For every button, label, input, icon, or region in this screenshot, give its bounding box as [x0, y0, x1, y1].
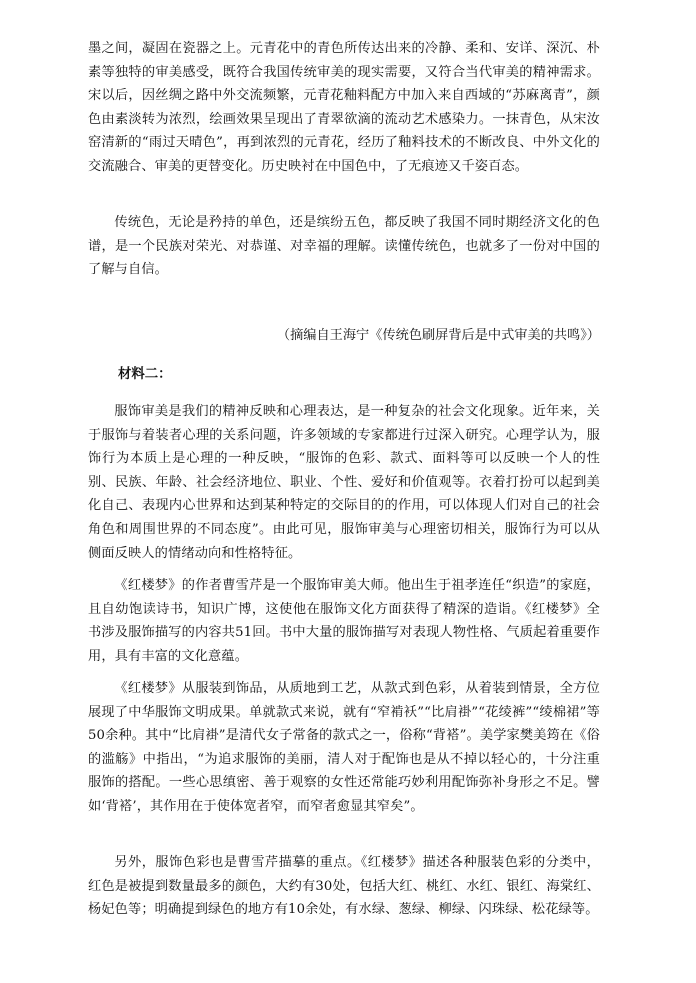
paragraph-material-one-continued: 墨之间，凝固在瓷器之上。元青花中的青色所传达出来的冷静、柔和、安详、深沉、朴素等独特的审美感受，既符合我国传统审美的现实需要，又符合当代审美的精神需求。宋以后，因丝绸之路中外交流频繁，元青花釉料配方中加入来自西域的“苏麻离青”，颜色由素淡转为浓烈，绘画效果呈现出了青翠欲滴的流动艺术感染力。一抹青色，从宋汝窑清新的“雨过天晴色”，再到浓烈的元青花，经历了釉料技术的不断改良、中外文化的交流融合、审美的更替变化。历史映衬在中国色中，了无痕迹又千姿百态。 — [88, 41, 600, 174]
source-citation: （摘编自王海宁《传统色刷屏背后是中式审美的共鸣》） — [276, 328, 600, 343]
paragraph-cao-xueqin: 《红楼梦》的作者曹雪芹是一个服饰审美大师。他出生于祖孝连任“织造”的家庭，且自幼饱读诗书，知识广博，这使他在服饰文化方面获得了精深的造诣。《红楼梦》全书涉及服饰描写的内容共51回。书中大量的服饰描写对表现人物性格、气质起着重要作用，具有丰富的文化意蕴。 — [88, 578, 600, 664]
paragraph-costume-styles: 《红楼梦》从服装到饰品，从质地到工艺，从款式到色彩，从着装到情景，全方位展现了中华服饰文明成果。单就款式来说，就有“窄褃袄”“比肩褂”“花绫裤”“绫棉裙”等50余种。其中“比肩褂”是清代女子常备的款式之一，俗称“背褡”。美学家樊美筠在《俗的滥觞》中指出，“为追求服饰的美丽，清人对于配饰也是从不掉以轻心的，十分注重服饰的搭配。一些心思缜密、善于观察的女性还常能巧妙利用配饰弥补身形之不足。譬如‘背褡’，其作用在于使体宽者窄，而窄者愈显其窄矣”。 — [88, 681, 600, 814]
paragraph-traditional-colors: 传统色，无论是矜持的单色，还是缤纷五色，都反映了我国不同时期经济文化的色谱，是一个民族对荣光、对恭谨、对幸福的理解。读懂传统色，也就多了一份对中国的了解与自信。 — [88, 215, 600, 278]
section-heading-material-two: 材料二： — [118, 367, 172, 382]
paragraph-costume-colors: 另外，服饰色彩也是曹雪芹描摹的重点。《红楼梦》描述各种服装色彩的分类中，红色是被提到数量最多的颜色，大约有30处，包括大红、桃红、水红、银红、海棠红、杨妃色等；明确提到绿色的地方有10余处，有水绿、葱绿、柳绿、闪珠绿、松花绿等。 — [88, 855, 600, 918]
paragraph-clothing-psychology: 服饰审美是我们的精神反映和心理表达，是一种复杂的社会文化现象。近年来，关于服饰与着装者心理的关系问题，许多领域的专家都进行过深入研究。心理学认为，服饰行为本质上是心理的一种反映，“服饰的色彩、款式、面料等可以反映一个人的性别、民族、年龄、社会经济地位、职业、个性、爱好和价值观等。衣着打扮可以起到美化自己、表现内心世界和达到某种特定的交际目的的作用，可以体现人们对自己的社会角色和周围世界的不同态度”。由此可见，服饰审美与心理密切相关，服饰行为可以从侧面反映人的情绪动向和性格特征。 — [88, 404, 600, 561]
